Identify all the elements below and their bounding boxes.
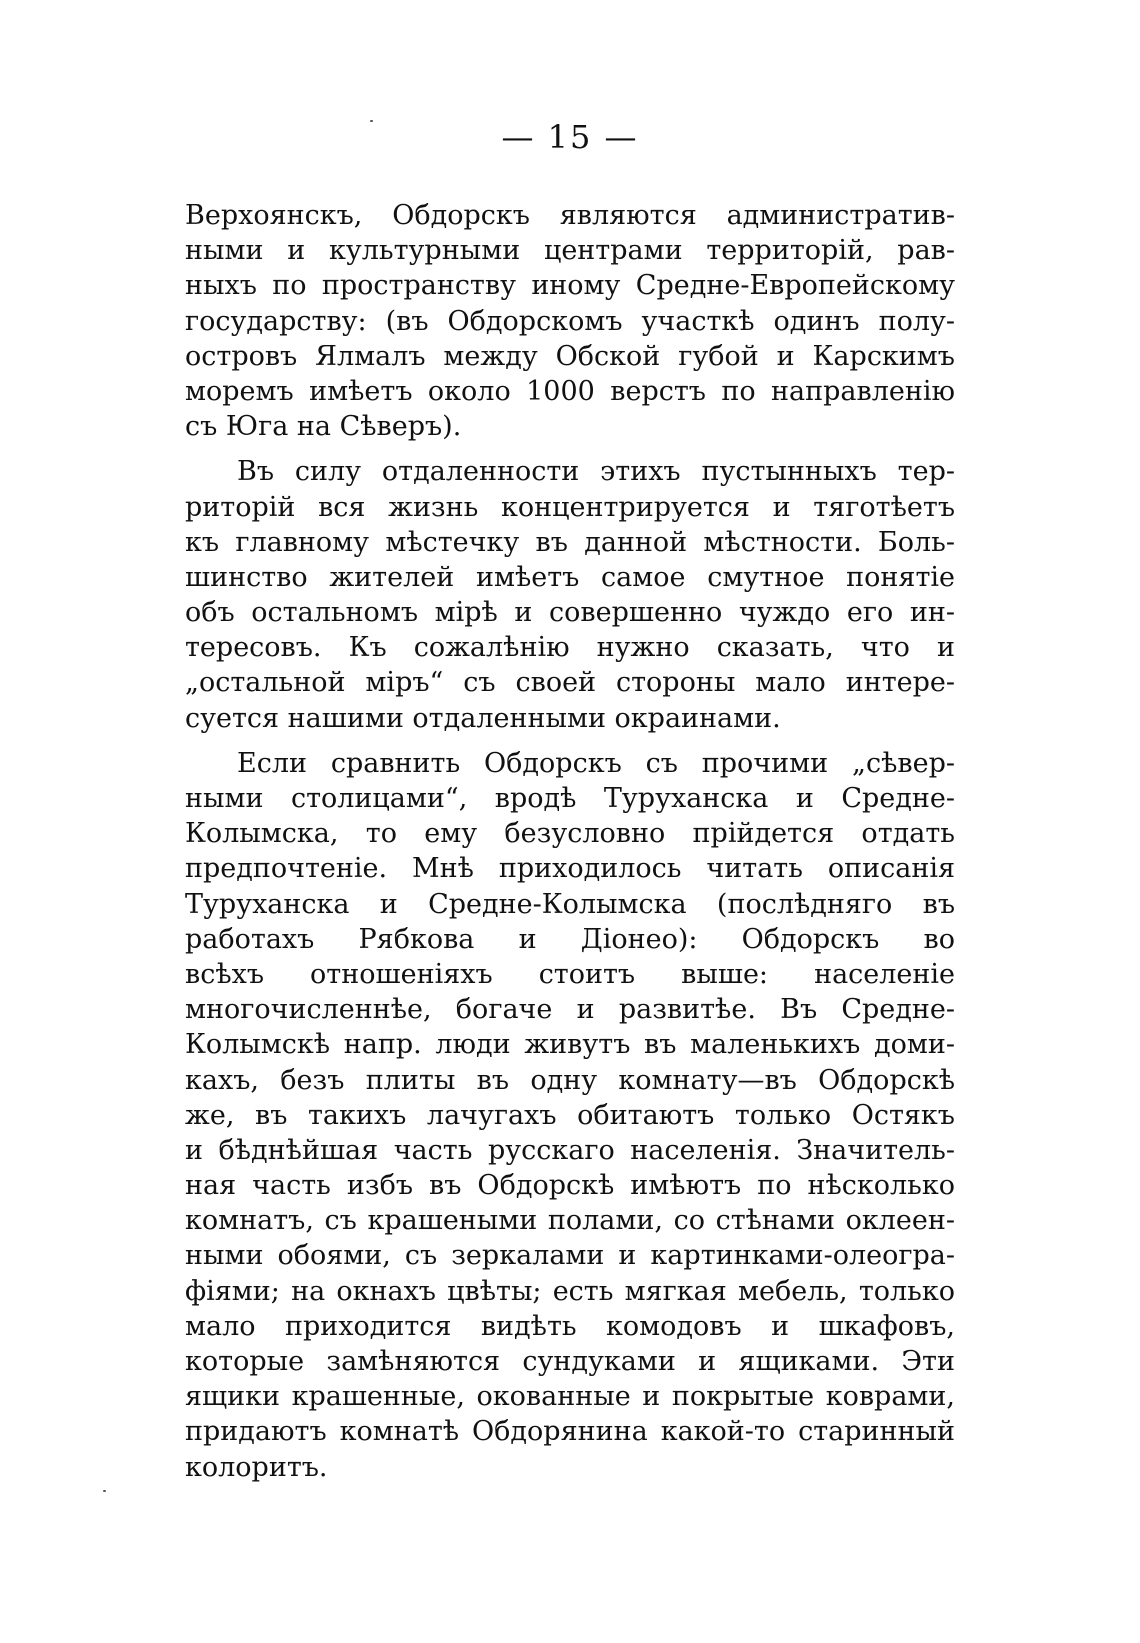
text-line: Если сравнить Обдорскъ съ прочими „сѣвер- (237, 747, 955, 779)
text-line: комнатъ, съ крашеными полами, со стѣнами оклеен- (185, 1205, 955, 1237)
text-line: Верхоянскъ, Обдорскъ являются административ- (185, 200, 955, 231)
text-line: „остальной міръ“ съ своей стороны мало интере- (185, 667, 955, 699)
text-line: предпочтеніе. Мнѣ приходилось читать описанія (185, 853, 955, 885)
scan-speck (370, 120, 373, 122)
text-line: Туруханска и Средне-Колымска (послѣдняго въ (185, 888, 955, 920)
text-line: работахъ Рябкова и Діонео): Обдорскъ во (185, 923, 955, 955)
text-line: которые замѣняются сундуками и ящиками. Эти (185, 1346, 955, 1377)
body-text (185, 198, 955, 1485)
text-line: островъ Ялмалъ между Обской губой и Карскимъ (185, 340, 955, 372)
text-line: суется нашими отдаленными окраинами. (185, 702, 781, 734)
text-line: ными обоями, съ зеркалами и картинками-олеогра- (185, 1240, 955, 1272)
paragraph-2 (185, 454, 955, 736)
text-line: ящики крашенные, окованные и покрытые коврами, (185, 1381, 955, 1413)
text-line: Колымска, то ему безусловно прійдется отдать (185, 818, 955, 850)
text-line: ныхъ по пространству иному Средне-Европейскому (185, 270, 955, 302)
text-line: риторій вся жизнь концентрируется и тяготѣетъ (185, 491, 955, 523)
paragraph-1 (185, 198, 955, 444)
text-line: и бѣднѣйшая часть русскаго населенія. Значитель- (185, 1134, 955, 1166)
text-line: къ главному мѣстечку въ данной мѣстности. Боль- (185, 526, 955, 558)
scan-speck (103, 1490, 106, 1492)
paragraph-3 (185, 746, 955, 1485)
text-line: съ Юга на Сѣверъ). (185, 411, 462, 443)
text-line: ными столицами“, вродѣ Туруханска и Средне- (185, 783, 955, 814)
text-line: мало приходится видѣть комодовъ и шкафовъ, (185, 1310, 955, 1342)
text-line: ная часть избъ въ Обдорскѣ имѣютъ по нѣсколько (185, 1170, 955, 1202)
text-line: Колымскѣ напр. люди живутъ въ маленькихъ доми- (185, 1029, 955, 1061)
text-line: тересовъ. Къ сожалѣнію нужно сказать, что и (185, 632, 955, 664)
text-line: придаютъ комнатѣ Обдорянина какой-то старинный (185, 1416, 955, 1448)
text-line: моремъ имѣетъ около 1000 верстъ по направленію (185, 375, 955, 407)
text-line: колоритъ. (185, 1451, 328, 1483)
text-line: шинство жителей имѣетъ самое смутное понятіе (185, 561, 955, 593)
text-line: же, въ такихъ лачугахъ обитаютъ только Остякъ (185, 1099, 955, 1131)
text-line: ными и культурными центрами территорій, рав- (185, 235, 955, 267)
text-line: фіями; на окнахъ цвѣты; есть мягкая мебель, только (185, 1275, 955, 1307)
text-line: многочисленнѣе, богаче и развитѣе. Въ Средне- (185, 994, 955, 1026)
text-line: кахъ, безъ плиты въ одну комнату—въ Обдорскѣ (185, 1064, 955, 1096)
text-line: Въ силу отдаленности этихъ пустынныхъ тер- (237, 456, 955, 488)
text-line: государству: (въ Обдорскомъ участкѣ одинъ полу- (185, 305, 955, 337)
text-line: объ остальномъ мірѣ и совершенно чуждо его ин- (185, 597, 955, 629)
text-line: всѣхъ отношеніяхъ стоитъ выше: населеніе (185, 958, 955, 990)
page-number: — 15 — (501, 118, 639, 156)
